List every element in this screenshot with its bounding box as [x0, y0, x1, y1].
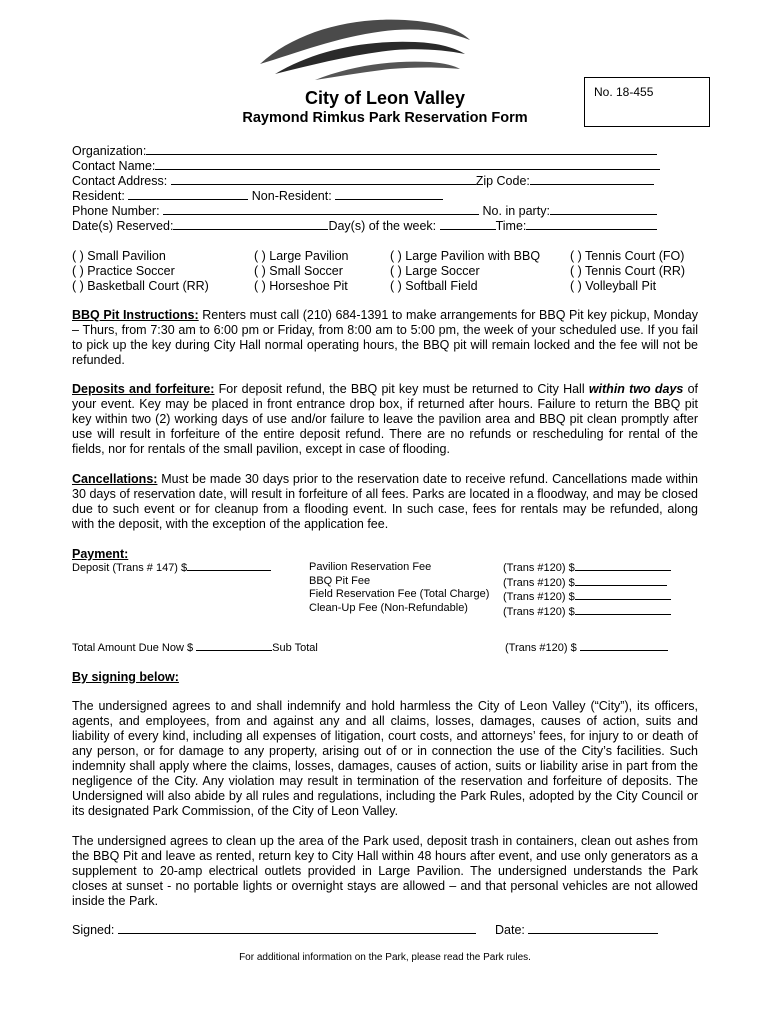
option-volleyball-pit[interactable]: ( ) Volleyball Pit: [570, 279, 657, 293]
fee-label-bbq: BBQ Pit Fee: [309, 574, 371, 587]
bbq-text: Renters must call (210) 684-1391 to make arrangements for BBQ Pit key pickup, Monday – Thurs, from 7:30 am to 6:00 pm or Friday, from 8:00 am to 5:00 pm, the week of your scheduled use. If you fail to pick up the key during City Hall normal operating hours, the BBQ pit will remain locked and the fee will not be refunded.: [72, 308, 698, 367]
contact-address-label: Contact Address:: [72, 174, 168, 188]
resident-field[interactable]: [128, 188, 248, 200]
signature-field[interactable]: [118, 922, 476, 934]
options-col-1: [72, 249, 209, 294]
residency-row: [72, 188, 443, 204]
deposits-text-1: For deposit refund, the BBQ pit key must be returned to City Hall: [214, 382, 589, 396]
deposits-heading: Deposits and forfeiture:: [72, 382, 215, 396]
deposits-emphasis: within two days: [588, 382, 684, 396]
payment-heading: Payment:: [72, 547, 129, 561]
organization-label: Organization:: [72, 144, 147, 158]
total-due-field[interactable]: [196, 641, 272, 651]
cancellations-heading: Cancellations:: [72, 472, 158, 486]
option-large-pavilion[interactable]: ( ) Large Pavilion: [254, 249, 349, 263]
option-small-soccer[interactable]: ( ) Small Soccer: [254, 264, 343, 278]
zip-code-label: Zip Code:: [475, 174, 530, 188]
deposits-section: [72, 382, 698, 457]
signing-heading: By signing below:: [72, 670, 179, 684]
contact-address-field[interactable]: [171, 173, 476, 185]
option-softball-field[interactable]: ( ) Softball Field: [390, 279, 478, 293]
time-label: Time:: [495, 219, 527, 233]
options-col-4: [570, 249, 685, 294]
option-tennis-court-rr[interactable]: ( ) Tennis Court (RR): [570, 264, 686, 278]
signature-row: [72, 922, 476, 938]
date-row: [495, 922, 658, 938]
fee-trans-pavilion: (Trans #120) $: [503, 562, 575, 574]
fee-amounts: [503, 561, 671, 619]
signed-label: Signed:: [72, 923, 115, 937]
phone-row: [72, 203, 657, 219]
fee-label-pavilion: Pavilion Reservation Fee: [309, 561, 432, 573]
fee-label-field: Field Reservation Fee (Total Charge): [309, 588, 490, 600]
sub-total-field[interactable]: [580, 641, 668, 651]
page-subtitle: Raymond Rimkus Park Reservation Form: [242, 110, 528, 126]
zip-code-field[interactable]: [530, 173, 654, 185]
days-of-week-field[interactable]: [440, 218, 496, 230]
bbq-heading: BBQ Pit Instructions:: [72, 308, 199, 322]
options-col-3: [390, 249, 540, 294]
fee-label-cleanup: Clean-Up Fee (Non-Refundable): [309, 601, 468, 614]
city-logo: [255, 12, 475, 82]
option-large-soccer[interactable]: ( ) Large Soccer: [390, 264, 480, 278]
bbq-instructions: [72, 308, 698, 368]
indemnity-paragraph: The undersigned agrees to and shall indemnify and hold harmless the City of Leon Valley (“City”), its officers, agents, and employees, from and against any and all claims, losses, damages, causes of action, suits and liability of every kind, including all expenses of litigation, court costs, and attorneys’ fees, for injury to or death of any person, or for damage to any property, arising out of or in connection the use of the City’s facilities. Such indemnity shall apply where the claims, losses, damages, causes of action, suits or liability arise in part from the negligence of the City. Any violation may result in termination of the reservation and forfeiture of deposits. The Undersigned will also abide by all rules and regulations, including the Park Rules, adopted by the City Council or its designated Park Commission, of the City of Leon Valley.: [72, 699, 698, 818]
option-large-pavilion-bbq[interactable]: ( ) Large Pavilion with BBQ: [390, 249, 541, 263]
options-col-2: [254, 249, 349, 294]
page-title: City of Leon Valley: [304, 88, 466, 108]
phone-number-field[interactable]: [163, 203, 479, 215]
form-number: No. 18-455: [594, 85, 654, 99]
option-practice-soccer[interactable]: ( ) Practice Soccer: [72, 264, 175, 278]
resident-label: Resident:: [72, 189, 125, 203]
deposit-label: Deposit (Trans # 147) $: [72, 562, 188, 574]
organization-row: [72, 143, 657, 159]
phone-number-label: Phone Number:: [72, 204, 160, 218]
footer-note: For additional information on the Park, please read the Park rules.: [239, 952, 531, 963]
fee-amount-cleanup[interactable]: [575, 605, 671, 615]
fee-trans-bbq: (Trans #120) $: [503, 576, 575, 589]
fee-trans-cleanup: (Trans #120) $: [503, 605, 575, 618]
option-tennis-court-fo[interactable]: ( ) Tennis Court (FO): [570, 249, 685, 263]
deposit-row: [72, 561, 271, 576]
option-small-pavilion[interactable]: ( ) Small Pavilion: [72, 249, 166, 263]
deposits-text-2: of your event. Key may be placed in front entrance drop box, if returned after hours. Failure to return the BBQ pit key within two (2) working days of use and/or failure to leave the pavilion area and BBQ pit clean promptly after use will result in forfeiture of the entire deposit refund. There are no refunds or rescheduling for rental of the fields, nor for rentals of the small pavilion, except in case of flooding.: [72, 382, 698, 456]
dates-reserved-label: Date(s) Reserved:: [72, 219, 174, 233]
contact-name-label: Contact Name:: [72, 159, 156, 173]
days-of-week-label: Day(s) of the week:: [328, 219, 437, 233]
sub-total-trans: (Trans #120) $: [505, 642, 577, 654]
organization-field[interactable]: [146, 143, 657, 155]
cancellations-section: [72, 472, 698, 532]
dates-reserved-field[interactable]: [173, 218, 328, 230]
non-resident-label: Non-Resident:: [251, 189, 332, 203]
fee-amount-pavilion[interactable]: [575, 561, 671, 571]
date-field[interactable]: [528, 922, 658, 934]
contact-name-field[interactable]: [155, 158, 660, 170]
no-in-party-label: No. in party:: [482, 204, 550, 218]
cancellations-text: Must be made 30 days prior to the reservation date to receive refund. Cancellations made within 30 days of reservation date, will result in forfeiture of all fees. Parks are located in a floodway, and may be closed due to such event or for cleanup from a flooding event. In such case, fees for rentals may be refunded, along with the deposit, with the exception of the application fee.: [72, 472, 698, 531]
fee-labels: [309, 561, 489, 615]
cleanup-paragraph: The undersigned agrees to clean up the area of the Park used, deposit trash in containers, clean out ashes from the BBQ Pit and leave as rented, return key to City Hall within 48 hours after event, and use only generators as a supplement to 20-amp electrical outlets provided in Large Pavilion. The undersigned understands the Park closes at sunset - no portable lights or overnight stays are allowed – and that personal vehicles are not allowed inside the Park.: [72, 834, 698, 908]
no-in-party-field[interactable]: [550, 203, 657, 215]
time-field[interactable]: [526, 218, 657, 230]
fee-amount-bbq[interactable]: [575, 576, 667, 586]
option-basketball-court[interactable]: ( ) Basketball Court (RR): [72, 279, 209, 293]
total-row: [72, 641, 318, 656]
option-horseshoe-pit[interactable]: ( ) Horseshoe Pit: [254, 279, 348, 293]
fee-amount-field[interactable]: [575, 590, 671, 600]
dates-row: [72, 218, 657, 234]
deposit-amount-field[interactable]: [187, 561, 271, 571]
total-due-label: Total Amount Due Now $: [72, 642, 194, 654]
sub-total-row: [505, 641, 668, 656]
contact-name-row: [72, 158, 660, 174]
sub-total-label: Sub Total: [272, 642, 318, 654]
fee-trans-field: (Trans #120) $: [503, 591, 575, 603]
non-resident-field[interactable]: [335, 188, 443, 200]
contact-address-row: [72, 173, 654, 189]
date-label: Date:: [495, 923, 525, 937]
